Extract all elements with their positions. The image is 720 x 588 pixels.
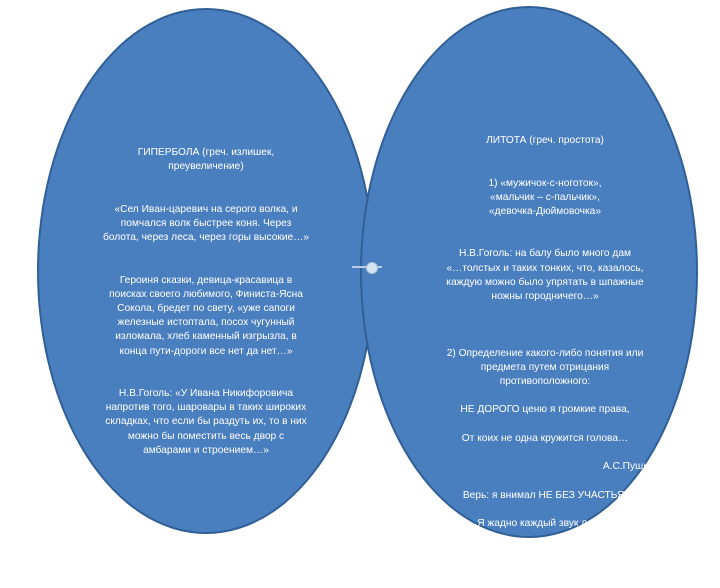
hyperbole-example-fairytale-wolf: «Сел Иван-царевич на серого волка, и помчался волк быстрее коня. Через болота, через леса, через горы высокие…» [102, 203, 310, 244]
hyperbole-title: ГИПЕРБОЛА (греч. излишек, преувеличение) [137, 147, 275, 173]
poem-nekrasov-line-1: Верь: я внимал НЕ БЕЗ УЧАСТЬЯ, [462, 489, 628, 501]
poem-nekrasov-line-2: Я жадно каждый звук ловил. [477, 518, 613, 530]
litotes-text-block [425, 120, 665, 588]
litotes-definition-block [425, 332, 665, 573]
hyperbole-text-block [70, 132, 342, 472]
connector-handle [366, 262, 378, 274]
litotes-example-gogol: Н.В.Гоголь: на балу было много дам «…толстых и таких тонких, что, казалось, каждую можно было упрятать в шпажные ножны городничего…» [446, 248, 644, 303]
litotes-title: ЛИТОТА (греч. простота) [486, 135, 604, 147]
poem-pushkin-author: А.С.Пушкин [602, 461, 659, 473]
litotes-definition: 2) Определение какого-либо понятия или предмета путем отрицания противоположного: [446, 347, 644, 388]
poem-nekrasov-author: Н.А.Некрасов [594, 546, 659, 558]
hyperbole-example-finist: Героиня сказки, девица-красавица в поисках своего любимого, Финиста-Ясна Сокола, бредет по свету, «уже сапоги железные истоптала, посох чугунный изломала, хлеб каменный изгрызла, в конца пути-дороги все нет да нет…» [109, 274, 303, 357]
litotes-example-diminutives: 1) «мужичок-с-ноготок», «мальчик – с-пальчик», «девочка-Дюймовочка» [488, 177, 602, 218]
poem-pushkin-line-2: От коих не одна кружится голова… [461, 432, 629, 444]
hyperbole-example-gogol: Н.В.Гоголь: «У Ивана Никифоровича напротив того, шаровары в таких широких складках, что если бы раздуть их, то в них можно бы поместить весь двор с амбарами и строением…» [105, 388, 307, 456]
poem-pushkin-line-1: НЕ ДОРОГО ценю я громкие права, [460, 404, 630, 416]
